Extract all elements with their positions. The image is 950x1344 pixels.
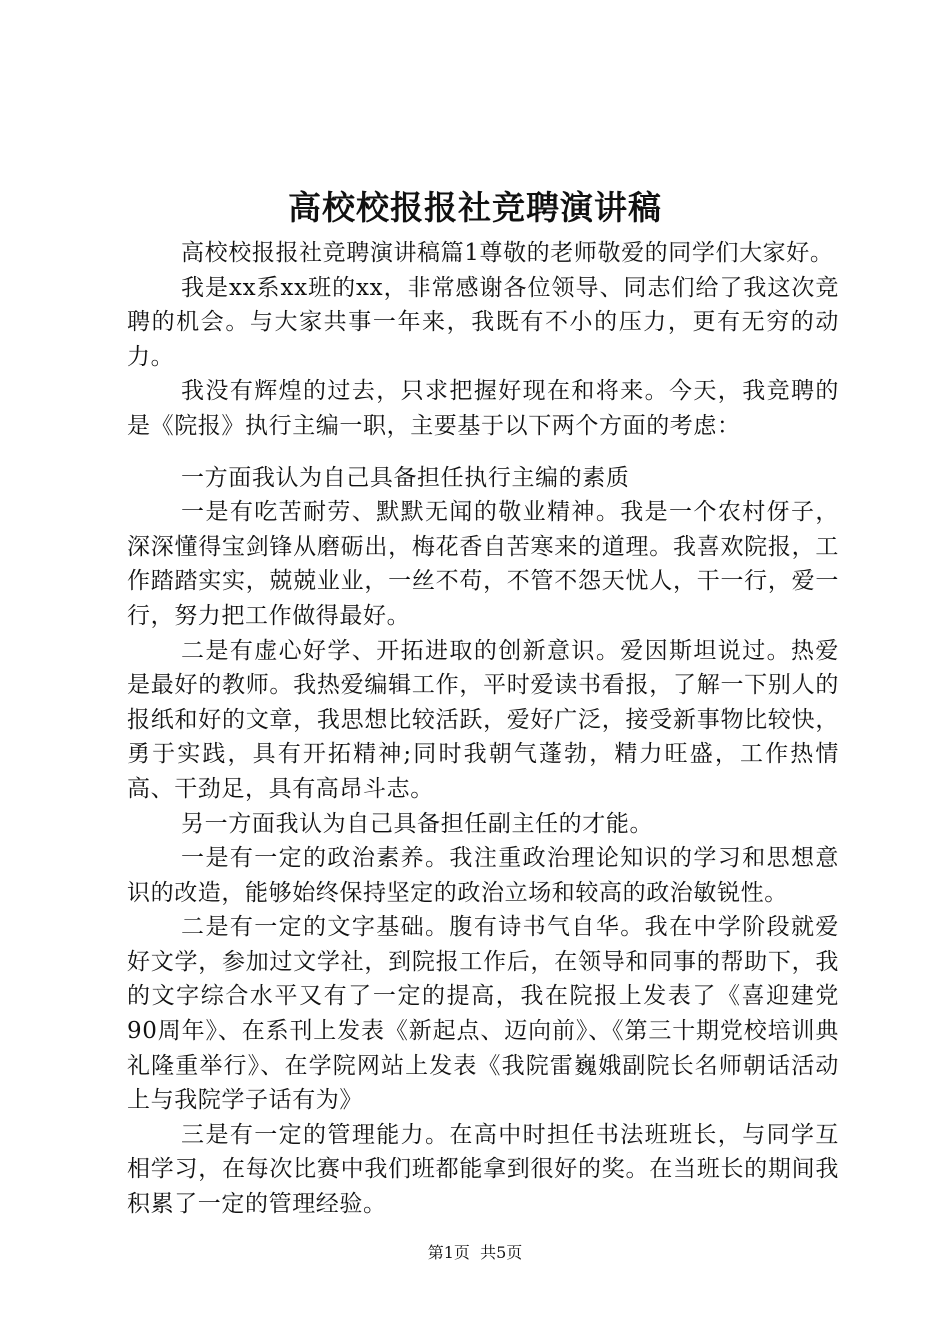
page-footer xyxy=(0,1241,950,1265)
paragraph-writing-foundation: 二是有一定的文字基础。腹有诗书气自华。我在中学阶段就爱好文学，参加过文学社，到院报工作后，在领导和同事的帮助下，我的文字综合水平又有了一定的提高，我在院报上发表了《喜迎建党90周年》、在系刊上发表《新起点、迈向前》、《第三十期党校培训典礼隆重举行》、在学院网站上发表《我院雷巍娥副院长名师朝话活动上与我院学子话有为》 xyxy=(127,914,839,1114)
paragraph-heading-deputy-abilities: 另一方面我认为自己具备担任副主任的才能。 xyxy=(181,810,654,837)
paragraph-position: 我没有辉煌的过去，只求把握好现在和将来。今天，我竞聘的是《院报》执行主编一职，主要基于以下两个方面的考虑： xyxy=(127,378,839,439)
paragraph-introduction: 我是xx系xx班的xx，非常感谢各位领导、同志们给了我这次竞聘的机会。与大家共事一年来，我既有不小的压力，更有无穷的动力。 xyxy=(127,274,839,370)
page-total: 共5页 xyxy=(480,1243,523,1262)
document-body xyxy=(127,236,839,1222)
paragraph-greeting: 高校校报报社竞聘演讲稿篇1尊敬的老师敬爱的同学们大家好。 xyxy=(181,240,834,266)
paragraph-dedication: 一是有吃苦耐劳、默默无闻的敬业精神。我是一个农村伢子，深深懂得宝剑锋从磨砺出，梅花香自苦寒来的道理。我喜欢院报，工作踏踏实实，兢兢业业，一丝不苟，不管不怨天忧人，干一行，爱一行，努力把工作做得最好。 xyxy=(127,499,839,629)
paragraph-innovation: 二是有虚心好学、开拓进取的创新意识。爱因斯坦说过。热爱是最好的教师。我热爱编辑工作，平时爱读书看报，了解一下别人的报纸和好的文章，我思想比较活跃，爱好广泛，接受新事物比较快，勇于实践，具有开拓精神;同时我朝气蓬勃，精力旺盛，工作热情高、干劲足，具有高昂斗志。 xyxy=(127,637,839,802)
document-title: 高校校报报社竞聘演讲稿 xyxy=(288,188,662,227)
page-number: 第1页 xyxy=(427,1243,470,1262)
paragraph-heading-editor-qualities: 一方面我认为自己具备担任执行主编的素质 xyxy=(181,464,630,491)
paragraph-political-literacy: 一是有一定的政治素养。我注重政治理论知识的学习和思想意识的改造，能够始终保持坚定的政治立场和较高的政治敏锐性。 xyxy=(127,845,839,906)
paragraph-management-ability: 三是有一定的管理能力。在高中时担任书法班班长，与同学互相学习，在每次比赛中我们班都能拿到很好的奖。在当班长的期间我积累了一定的管理经验。 xyxy=(127,1121,839,1218)
